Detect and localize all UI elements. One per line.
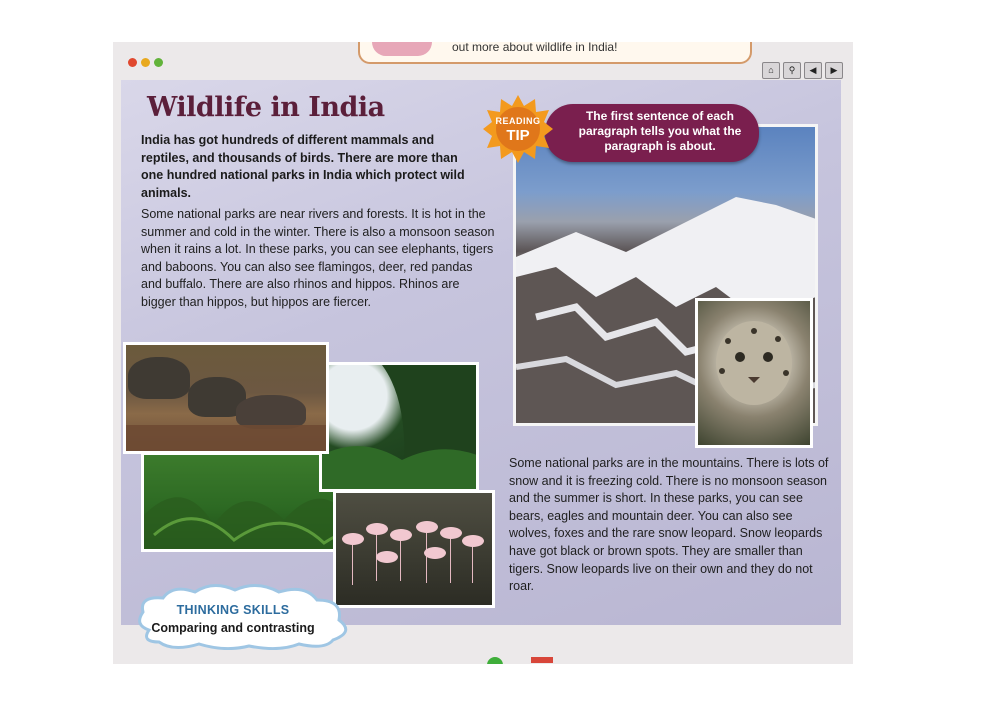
tip-label: TIP bbox=[506, 127, 530, 144]
forward-icon[interactable]: ▶ bbox=[825, 62, 843, 79]
home-icon[interactable]: ⌂ bbox=[762, 62, 780, 79]
top-banner bbox=[358, 42, 752, 64]
hippos-photo bbox=[123, 342, 329, 454]
window-controls bbox=[128, 58, 163, 67]
page-edge-marks bbox=[483, 657, 563, 664]
minimize-dot-icon[interactable] bbox=[141, 58, 150, 67]
rivers-forests-paragraph: Some national parks are near rivers and forests. It is hot in the summer and cold in the winter. There is also a monsoon season when it rains a lot. In these parks, you can see elephants, tigers and baboons. You can also see flamingos, deer, red pandas and buffalo. There are also rhinos and hippos. Rhinos are bigger than hippos, but hippos are fiercer. bbox=[141, 207, 495, 309]
back-icon[interactable]: ◀ bbox=[804, 62, 822, 79]
forest-photo bbox=[319, 362, 479, 492]
page-title: Wildlife in India bbox=[147, 92, 385, 123]
reading-tip-banner bbox=[545, 104, 759, 162]
scanned-page bbox=[113, 42, 853, 664]
top-banner-text: out more about wildlife in India! bbox=[452, 42, 618, 54]
thinking-skills-title: THINKING SKILLS bbox=[176, 603, 290, 617]
cartoon-face-image bbox=[372, 42, 432, 56]
content-panel bbox=[121, 80, 841, 625]
reading-tip-text: The first sentence of each paragraph tells you what the paragraph is about. bbox=[578, 109, 742, 153]
mountains-paragraph: Some national parks are in the mountains. There is lots of snow and it is freezing cold. There is no monsoon season and the summer is short. In these parks, you can see bears, eagles and mountain deer. You can also see wolves, foxes and the rare snow leopard. Snow leopards have got black or brown spots. They are smaller than tigers. Snow leopards live on their own and they do not roar. bbox=[509, 456, 829, 594]
snow-leopard-photo bbox=[695, 298, 813, 448]
navigation-toolbar bbox=[762, 62, 843, 79]
intro-paragraph: India has got hundreds of different mammals and reptiles, and thousands of birds. There are more than one hundred national parks in India which protect wild animals. bbox=[141, 133, 465, 200]
search-icon[interactable]: ⚲ bbox=[783, 62, 801, 79]
reading-tip-label: READING bbox=[495, 116, 541, 126]
reading-tip-badge bbox=[483, 94, 553, 164]
maximize-dot-icon[interactable] bbox=[154, 58, 163, 67]
thinking-skills-subtitle: Comparing and contrasting bbox=[151, 621, 315, 635]
close-dot-icon[interactable] bbox=[128, 58, 137, 67]
